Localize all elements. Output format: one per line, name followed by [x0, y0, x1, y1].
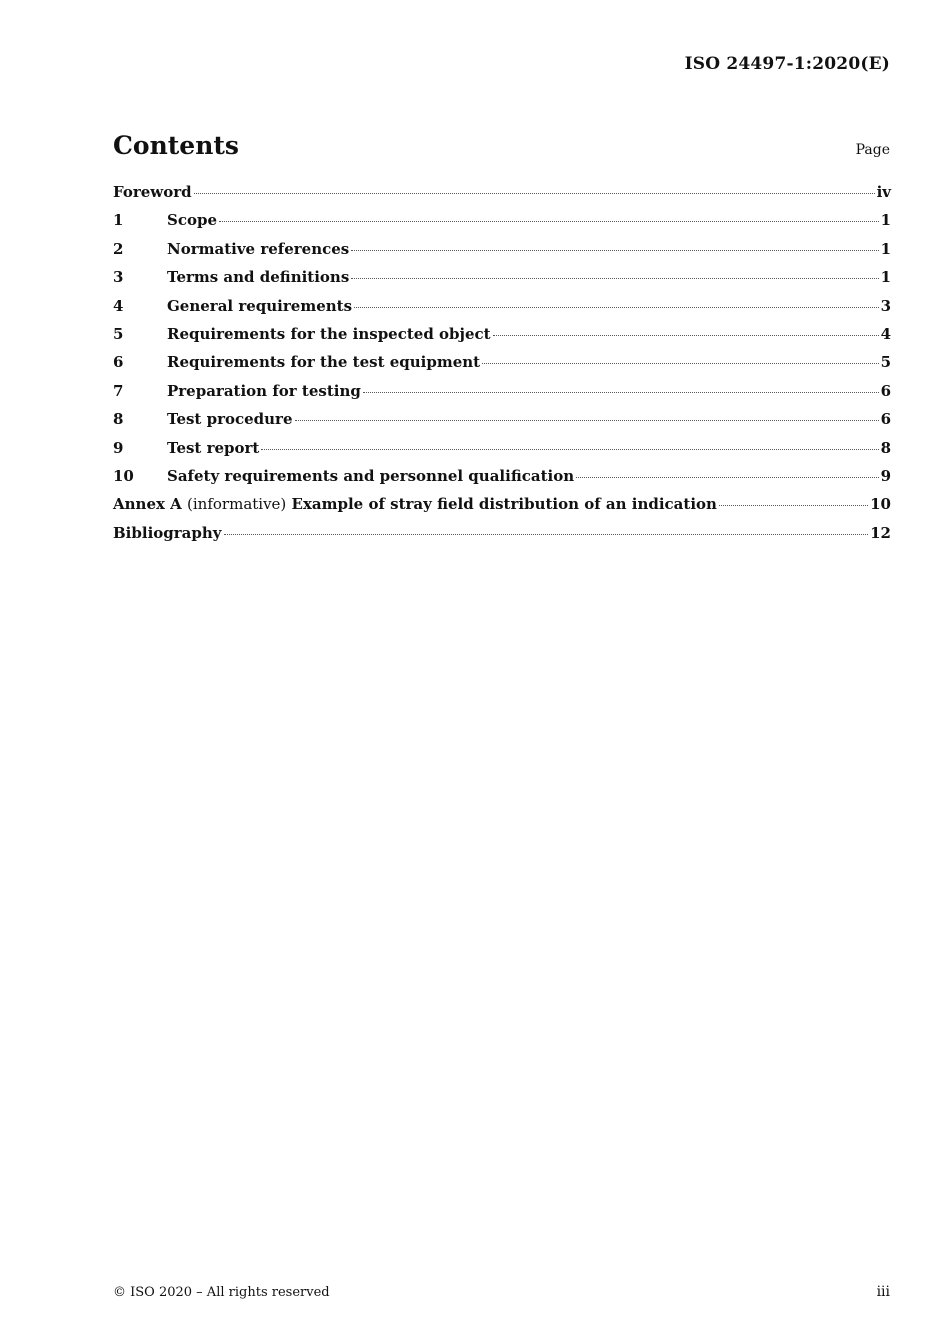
- annex-note: (informative): [187, 495, 287, 514]
- toc-entry-annex-a[interactable]: [113, 495, 891, 523]
- annex-title: Example of stray field distribution of an indication: [291, 495, 717, 514]
- toc-entry-title: Requirements for the test equipment: [167, 353, 481, 372]
- dot-leader: [482, 363, 878, 364]
- toc-entry-page: 12: [870, 523, 891, 542]
- toc-entry-number: 2: [113, 239, 124, 258]
- dot-leader: [719, 505, 868, 506]
- toc-entry-foreword[interactable]: [113, 183, 891, 211]
- toc-entry-general-requirements[interactable]: [113, 297, 891, 325]
- toc-entry-safety-requirements[interactable]: [113, 467, 891, 495]
- toc-entry-page: 5: [880, 353, 891, 372]
- toc-entry-page: 3: [880, 296, 891, 315]
- toc-entry-title: Terms and definitions: [167, 268, 350, 287]
- document-id: ISO 24497-1:2020(E): [684, 54, 890, 74]
- dot-leader: [194, 193, 875, 194]
- toc-entry-title: Safety requirements and personnel qualification: [167, 466, 575, 485]
- toc-entry-page: 4: [880, 324, 891, 343]
- table-of-contents: [113, 183, 891, 552]
- toc-entry-number: 1: [113, 211, 124, 230]
- dot-leader: [576, 477, 878, 478]
- toc-entry-title: Test procedure: [167, 410, 293, 429]
- annex-label: Annex A: [113, 495, 182, 514]
- toc-entry-preparation[interactable]: [113, 382, 891, 410]
- toc-entry-normative-references[interactable]: [113, 240, 891, 268]
- toc-entry-bibliography[interactable]: [113, 524, 891, 552]
- toc-entry-number: 7: [113, 381, 124, 400]
- dot-leader: [354, 307, 879, 308]
- dot-leader: [351, 250, 878, 251]
- toc-entry-title: Foreword: [113, 183, 192, 201]
- toc-entry-title: Normative references: [167, 239, 350, 258]
- dot-leader: [295, 420, 879, 421]
- dot-leader: [224, 534, 869, 535]
- toc-entry-number: 4: [113, 296, 124, 315]
- dot-leader: [219, 221, 879, 222]
- toc-entry-page: 1: [880, 211, 891, 230]
- toc-entry-number: 5: [113, 324, 124, 343]
- toc-entry-page: 10: [870, 495, 891, 514]
- toc-entry-title: Bibliography: [113, 523, 222, 542]
- toc-entry-page: iv: [876, 183, 891, 201]
- toc-entry-page: 1: [880, 239, 891, 258]
- toc-entry-terms-and-definitions[interactable]: [113, 268, 891, 296]
- toc-entry-number: 6: [113, 353, 124, 372]
- toc-entry-title: General requirements: [167, 296, 353, 315]
- toc-entry-page: 8: [880, 438, 891, 457]
- toc-entry-number: 8: [113, 410, 124, 429]
- contents-heading: Contents: [113, 131, 240, 160]
- dot-leader: [261, 449, 878, 450]
- footer-copyright: © ISO 2020 – All rights reserved: [113, 1285, 330, 1300]
- toc-entry-inspected-object[interactable]: [113, 325, 891, 353]
- toc-entry-number: 3: [113, 268, 124, 287]
- toc-entry-page: 1: [880, 268, 891, 287]
- page-column-label: Page: [855, 142, 890, 158]
- toc-entry-page: 6: [880, 410, 891, 429]
- toc-entry-test-report[interactable]: [113, 439, 891, 467]
- toc-entry-test-procedure[interactable]: [113, 410, 891, 438]
- toc-entry-title: Preparation for testing: [167, 381, 361, 400]
- dot-leader: [493, 335, 879, 336]
- toc-entry-title: Scope: [167, 211, 218, 230]
- toc-entry-scope[interactable]: [113, 211, 891, 239]
- toc-entry-title: Requirements for the inspected object: [167, 324, 491, 343]
- toc-entry-title: Test report: [167, 438, 260, 457]
- dot-leader: [363, 392, 879, 393]
- toc-entry-page: 6: [880, 381, 891, 400]
- toc-entry-number: 9: [113, 438, 124, 457]
- dot-leader: [351, 278, 878, 279]
- footer-page-number: iii: [876, 1284, 890, 1300]
- toc-entry-page: 9: [880, 466, 891, 485]
- toc-entry-title: [113, 495, 717, 513]
- toc-entry-number: 10: [113, 466, 134, 485]
- toc-entry-test-equipment[interactable]: [113, 353, 891, 381]
